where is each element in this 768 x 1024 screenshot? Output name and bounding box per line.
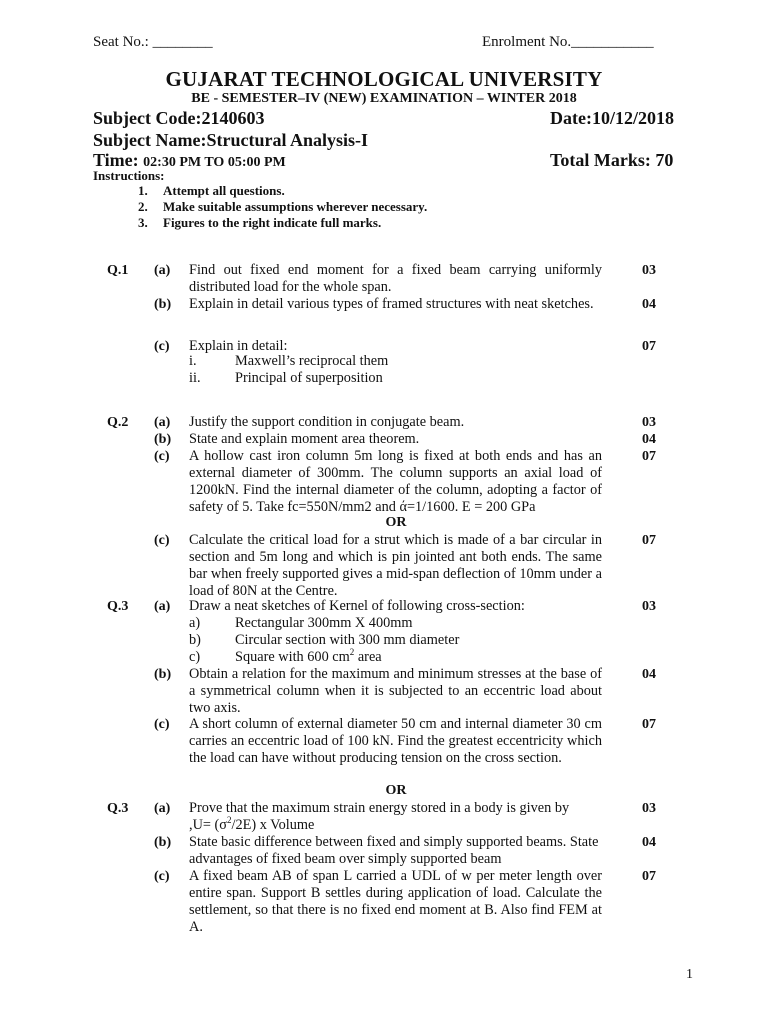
- question-marks: 04: [642, 835, 656, 850]
- question-text: Prove that the maximum strain energy stored in a body is given by $,U= (\sigma^2/2E)$ x Volume: [189, 800, 570, 833]
- subject-name: Subject Name:Structural Analysis-I: [93, 130, 368, 150]
- question-marks: 03: [642, 599, 656, 614]
- question-part: (c): [154, 869, 170, 884]
- question-part: (a): [154, 415, 171, 430]
- question-part: (a): [154, 263, 171, 278]
- enrolment-number-field: Enrolment No.___________: [482, 34, 654, 50]
- or-separator: OR: [385, 783, 407, 798]
- question-part: (b): [154, 432, 172, 447]
- question-number: Q.3: [107, 801, 129, 816]
- question-number: Q.3: [107, 599, 129, 614]
- question-marks: 07: [642, 717, 656, 732]
- question-text: State and explain moment area theorem.: [189, 431, 420, 447]
- question-marks: 03: [642, 415, 656, 430]
- question-text: Obtain a relation for the maximum and minimum stresses at the base of a symmetrical column when it is subjected to an eccentric load about two axis.: [189, 666, 602, 716]
- question-part: (a): [154, 599, 171, 614]
- subject-code: Subject Code:2140603: [93, 108, 265, 128]
- instruction-item: 3. Figures to the right indicate full marks.: [138, 215, 382, 230]
- question-marks: 03: [642, 263, 656, 278]
- time-value: 02:30 PM TO 05:00 PM: [143, 155, 286, 170]
- question-marks: 07: [642, 449, 656, 464]
- question-text: Draw a neat sketches of Kernel of following cross-section:: [189, 598, 525, 614]
- question-marks: 07: [642, 339, 656, 354]
- question-text: A fixed beam AB of span L carried a UDL of w per meter length over entire span. Support B settles during application of load. Calculate the settlement, so that there is no fixed end moment at B. Also find FEM at A.: [189, 868, 602, 935]
- question-marks: 04: [642, 667, 656, 682]
- total-marks: Total Marks: 70: [550, 150, 674, 170]
- time-label: Time:: [93, 150, 139, 170]
- question-part: (c): [154, 717, 170, 732]
- instruction-item: 2. Make suitable assumptions wherever necessary.: [138, 199, 428, 214]
- exam-date: Date:10/12/2018: [550, 108, 674, 128]
- question-marks: 03: [642, 801, 656, 816]
- question-text: Justify the support condition in conjugate beam.: [189, 414, 465, 430]
- question-text: A short column of external diameter 50 cm and internal diameter 30 cm carries an eccentric load of 100 kN. Find the greatest eccentricity which the load can have without producing tension on the cross section.: [189, 716, 602, 766]
- or-separator: OR: [385, 515, 407, 530]
- question-number: Q.1: [107, 263, 129, 278]
- question-part: (c): [154, 533, 170, 548]
- question-part: (c): [154, 449, 170, 464]
- question-part: (b): [154, 667, 172, 682]
- question-marks: 04: [642, 297, 656, 312]
- question-marks: 04: [642, 432, 656, 447]
- instruction-item: 1. Attempt all questions.: [138, 183, 285, 198]
- question-marks: 07: [642, 869, 656, 884]
- page-number: 1: [686, 967, 693, 982]
- question-text: Find out fixed end moment for a fixed beam carrying uniformly distributed load for the whole span.: [189, 262, 602, 295]
- question-text: Calculate the critical load for a strut which is made of a bar circular in section and 5m long and which is pin jointed ant both ends. The same bar when freely supported gives a mid-span deflection of 10mm under a load of 80N at the Centre.: [189, 532, 602, 599]
- question-part: (a): [154, 801, 171, 816]
- university-title: GUJARAT TECHNOLOGICAL UNIVERSITY: [165, 67, 603, 91]
- question-part: (b): [154, 297, 172, 312]
- question-text: Explain in detail various types of framed structures with neat sketches.: [189, 296, 594, 312]
- question-marks: 07: [642, 533, 656, 548]
- question-number: Q.2: [107, 415, 129, 430]
- question-part: (c): [154, 339, 170, 354]
- question-text: A hollow cast iron column 5m long is fixed at both ends and has an external diameter of 300mm. The column supports an axial load of 1200kN. Find the internal diameter of the column, adopting a factor of safety of 5. Take fc=550N/mm2 and ά=1/1600. E = 200 GPa: [189, 448, 602, 515]
- seat-number-field: Seat No.: ________: [93, 34, 213, 50]
- question-text: State basic difference between fixed and simply supported beams. State advantages of fixed beam over simply supported beam: [189, 834, 599, 867]
- question-part: (b): [154, 835, 172, 850]
- exam-title: BE - SEMESTER–IV (NEW) EXAMINATION – WINTER 2018: [191, 91, 577, 106]
- instructions-heading: Instructions:: [93, 168, 165, 183]
- question-text: Explain in detail:: [189, 338, 288, 354]
